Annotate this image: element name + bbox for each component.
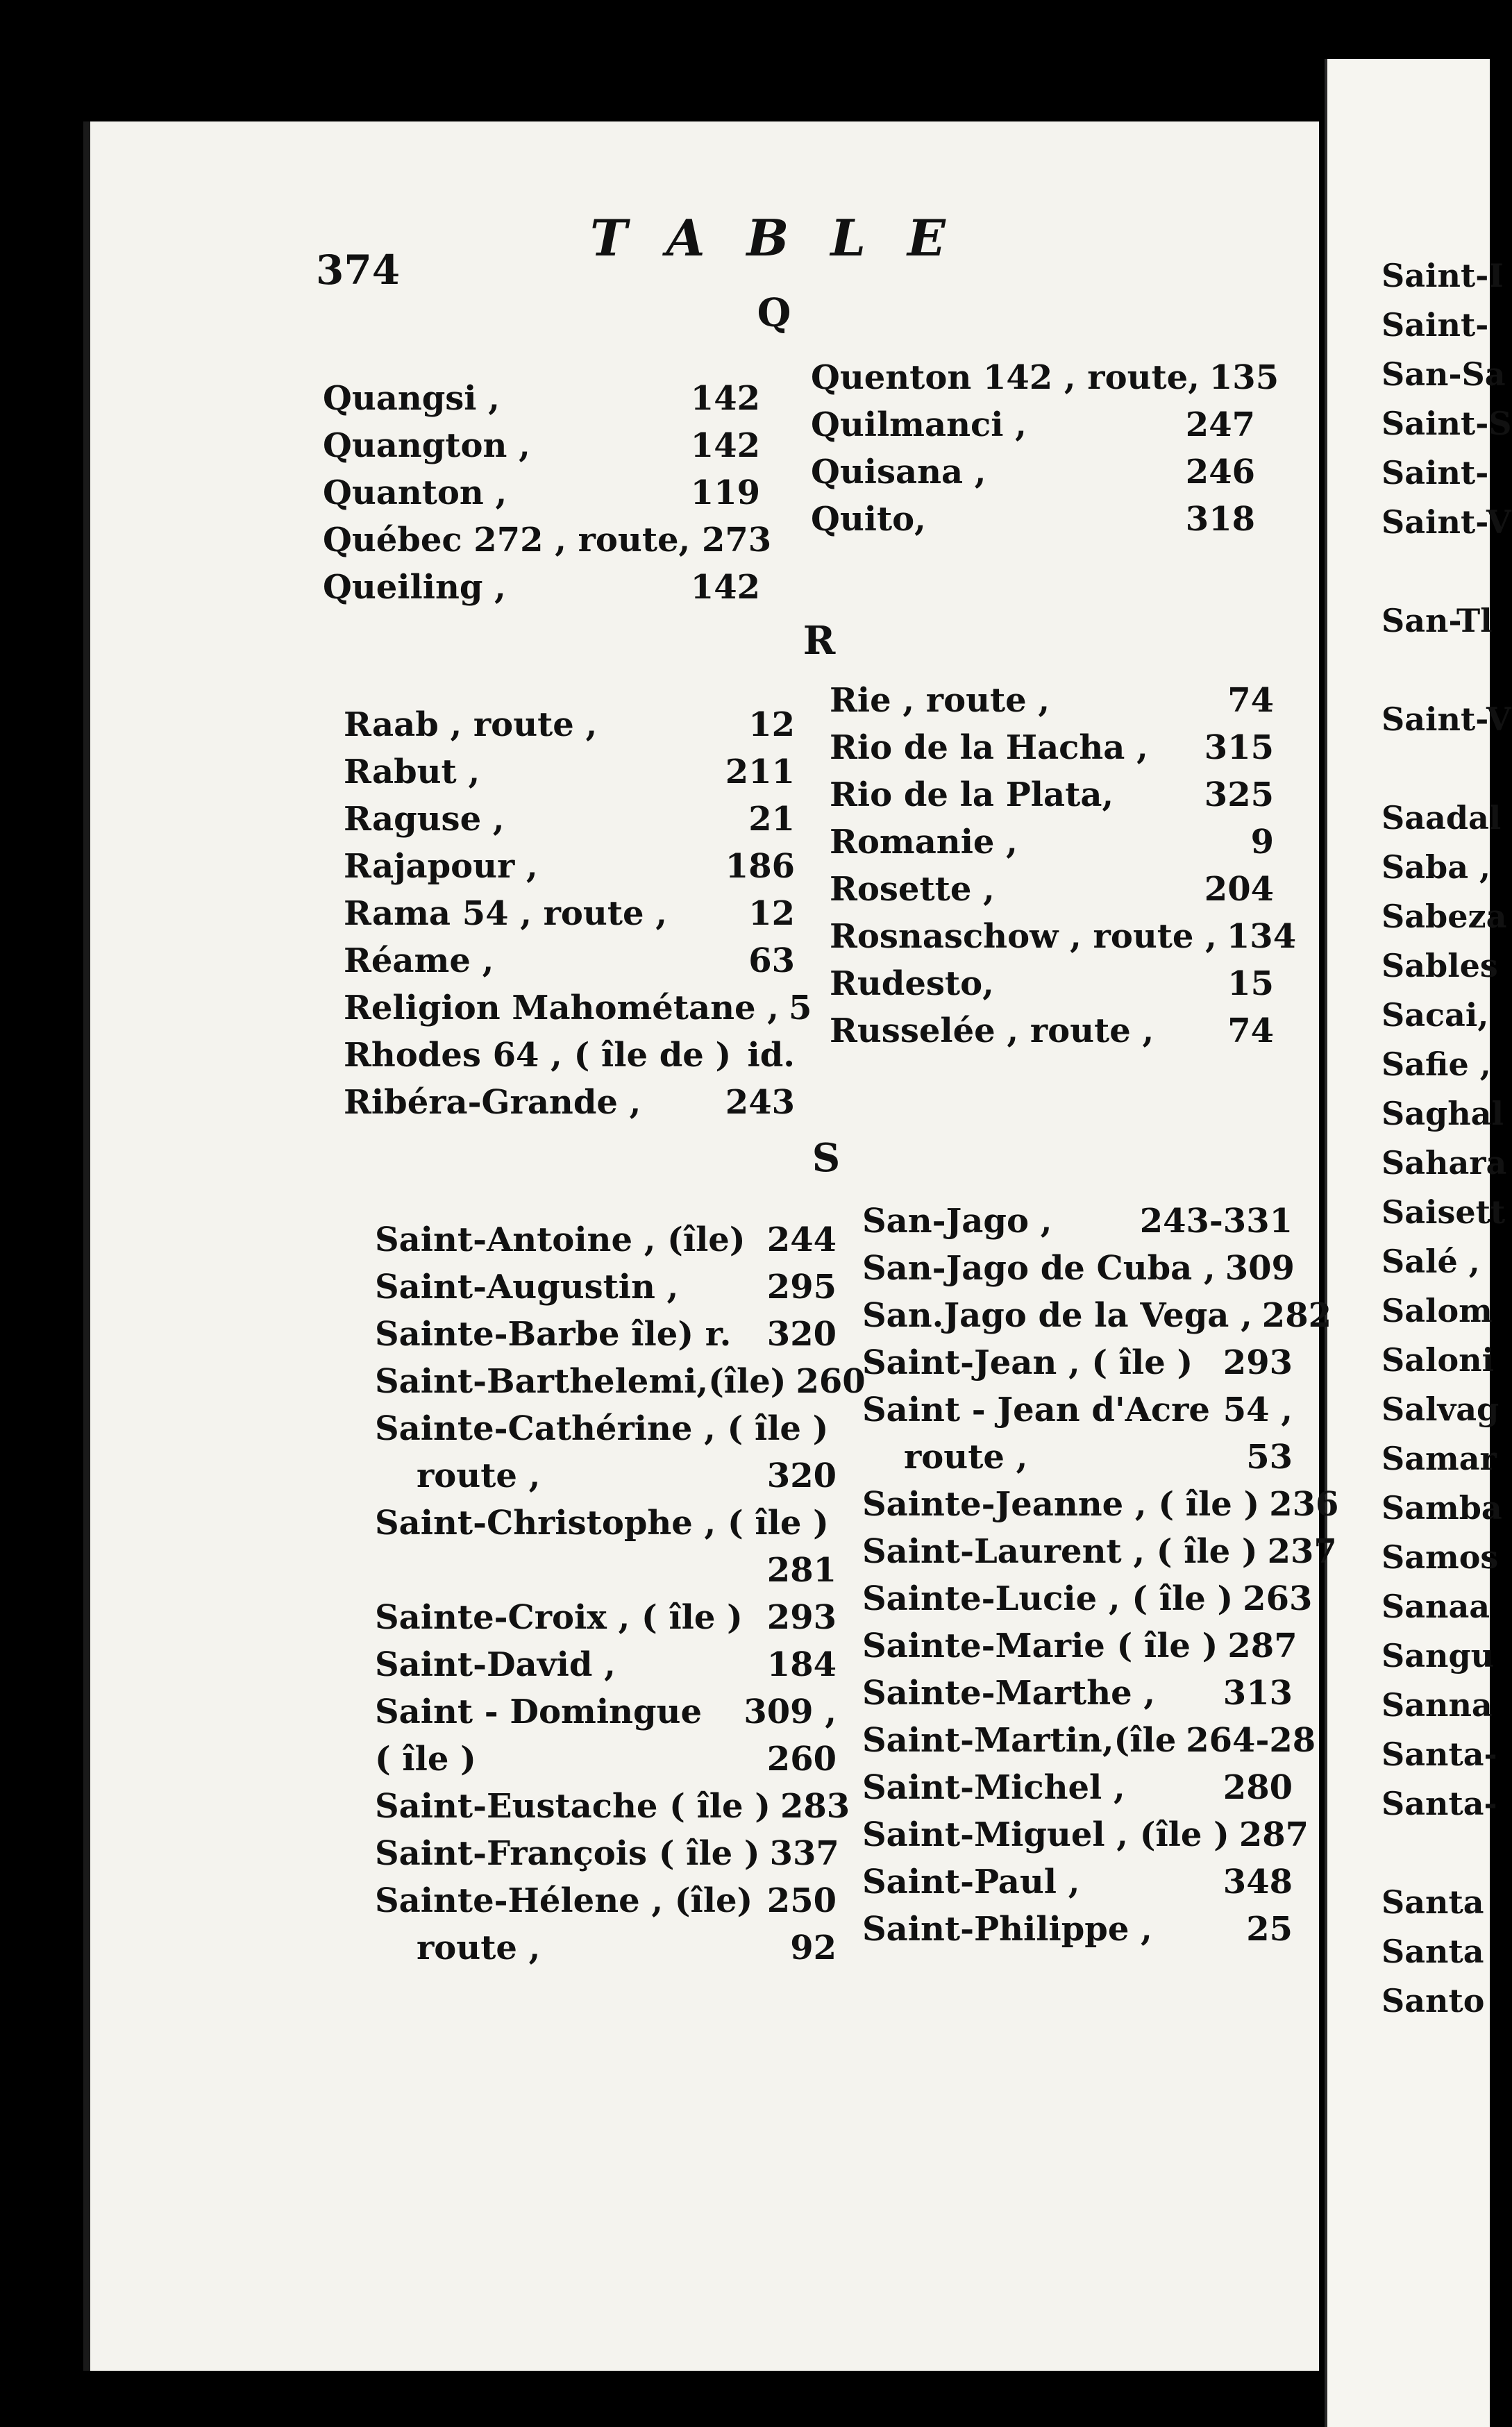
entry-page-ref: 247 [1185,405,1255,444]
index-entry [344,984,812,1032]
section-r-left-column [344,701,812,1126]
entry-name: Rie , route , [830,681,1050,720]
entry-page-ref: 243 [725,1083,795,1122]
adjacent-page-entry: Saint- [1381,306,1489,344]
entry-page-ref: 282 [1261,1296,1332,1335]
section-r-right-column [830,677,1297,1055]
index-entry [830,1007,1274,1055]
index-entry [862,1858,1293,1906]
index-entry [375,1452,837,1500]
adjacent-page-entry: Saba , [1381,848,1491,886]
index-entry [375,1830,837,1877]
entry-page-ref: 313 [1223,1674,1293,1713]
index-entry [344,843,795,890]
entry-page-ref: 287 [1238,1815,1309,1854]
index-entry [862,1622,1297,1670]
entry-name: Saint-Eustache ( île ) [375,1787,771,1826]
adjacent-page-entry: Saint-S [1381,405,1512,442]
entry-page-ref: 5 [788,989,812,1027]
index-entry [862,1575,1313,1622]
entry-name: Saint-Martin,(île [862,1721,1177,1760]
entry-name: Sainte-Marthe , [862,1674,1156,1713]
entry-page-ref: 263 [1243,1579,1313,1618]
entry-name: San.Jago de la Vega , [862,1296,1252,1335]
index-entry [830,960,1274,1007]
entry-page-ref: 74 [1227,1011,1274,1050]
entry-name: Saint - Jean d'Acre [862,1391,1210,1429]
entry-name: Sainte-Hélene , (île) [375,1881,753,1920]
adjacent-page-entry: Saint-I [1381,257,1504,294]
adjacent-page-entry: Santa- [1381,1736,1497,1773]
entry-page-ref [771,517,781,564]
index-entry [862,1434,1293,1481]
entry-page-ref: 260 [796,1362,866,1401]
entry-page-ref: 9 [1250,823,1274,862]
index-entry [375,1358,866,1405]
entry-page-ref: 142 [690,426,760,465]
entry-page-ref: 320 [766,1456,837,1495]
entry-page-ref: 184 [766,1645,837,1684]
entry-page-ref: 142 [690,379,760,418]
entry-page-ref: 283 [780,1787,850,1826]
index-entry [344,796,795,843]
index-entry [862,1481,1339,1528]
index-entry [375,1924,837,1972]
entry-page-ref: id. [747,1036,795,1075]
adjacent-page-entry: Sacai, [1381,996,1489,1034]
entry-page-ref: 63 [748,941,795,980]
entry-page-ref: 244 [766,1220,837,1259]
entry-name: Queiling , [323,568,506,607]
index-entry [375,1736,837,1783]
adjacent-page-entry: Sanaa [1381,1588,1490,1625]
section-letter-r: R [803,618,836,664]
entry-page-ref: 281 [766,1551,837,1590]
entry-name: Quito, [811,500,926,539]
index-entry [344,937,795,984]
entry-page-ref: 135 [1209,358,1279,397]
index-entry [862,1292,1332,1339]
entry-name: Sainte-Cathérine , ( île ) [375,1409,829,1448]
adjacent-page-entries [1381,257,1512,2062]
adjacent-page-entry [1381,750,1487,799]
entry-page-ref: 293 [766,1598,837,1637]
entry-name: Quangsi , [323,379,500,418]
entry-page-ref: 119 [690,473,760,512]
index-entry [862,1906,1293,1953]
index-entry [830,818,1274,866]
entry-page-ref: 309 [1225,1249,1295,1288]
entry-name: Saint-David , [375,1645,616,1684]
section-letter-q: Q [757,290,791,336]
running-head: TABLE [590,208,987,267]
entry-name: Rio de la Plata, [830,775,1114,814]
index-entry [323,422,760,469]
entry-page-ref [829,1500,839,1547]
index-entry [323,564,760,611]
entry-page-ref: 15 [1227,964,1274,1003]
entry-page-ref: 295 [766,1268,837,1307]
index-entry [344,701,795,748]
index-entry [862,1198,1293,1245]
index-entry [830,866,1274,913]
entry-name: Saint-Augustin , [375,1268,679,1307]
index-entry [862,1764,1293,1811]
entry-page-ref: 54 , [1223,1391,1293,1429]
adjacent-page-entry: Sangu [1381,1637,1495,1674]
index-entry [375,1216,837,1263]
index-entry [830,724,1274,771]
entry-name: San-Jago de Cuba , [862,1249,1216,1288]
index-entry [375,1500,837,1547]
entry-name: Saint-Michel , [862,1768,1125,1807]
entry-name: Rajapour , [344,847,538,886]
adjacent-page-entry: Safie , [1381,1045,1491,1083]
index-entry [375,1263,837,1311]
index-entry [862,1339,1293,1386]
entry-name: Sainte-Lucie , ( île ) [862,1579,1234,1618]
entry-name: Sainte-Barbe île) r. [375,1315,732,1354]
adjacent-page-entry: Sabeza [1381,898,1507,935]
entry-page-ref: 134 [1226,917,1297,956]
entry-name: Quanton , [323,473,507,512]
index-entry [811,496,1255,543]
entry-page-ref: 315 [1204,728,1274,767]
entry-page-ref: 211 [725,753,795,791]
entry-name: Réame , [344,941,494,980]
entry-name: Saint-Laurent , ( île ) [862,1532,1258,1571]
adjacent-page-entry: Sables [1381,947,1498,984]
entry-page-ref: 53 [1246,1438,1293,1477]
entry-name: Religion Mahométane , [344,989,779,1027]
entry-page-ref: 25 [1246,1910,1293,1949]
adjacent-page-entry: Santa [1381,1933,1484,1970]
entry-name: Rabut , [344,753,480,791]
entry-name: Romanie , [830,823,1018,862]
entry-name: Sainte-Jeanne , ( île ) [862,1485,1260,1524]
section-s-right-column [862,1198,1339,1953]
entry-page-ref: 12 [748,705,795,744]
entry-page-ref: 92 [790,1929,837,1967]
entry-name: Raguse , [344,800,505,839]
entry-name: Saint-Miguel , (île ) [862,1815,1229,1854]
entry-page-ref: 142 [690,568,760,607]
adjacent-page-entry: Samba [1381,1489,1502,1527]
entry-page-ref: 246 [1185,453,1255,492]
adjacent-page-entry: San-Sa [1381,355,1506,393]
index-entry [344,890,795,937]
index-entry [862,1386,1293,1434]
entry-page-ref: 243-331 [1139,1202,1293,1241]
adjacent-page-entry [1381,553,1487,602]
section-letter-s: S [812,1135,841,1181]
index-entry [830,677,1274,724]
entry-page-ref: 204 [1204,870,1274,909]
index-entry [375,1547,837,1594]
entry-name: Rosnaschow , route , [830,917,1217,956]
section-q-right-column [811,354,1279,543]
index-entry [830,771,1274,818]
entry-name: Quangton , [323,426,530,465]
entry-name: Saint-Jean , ( île ) [862,1343,1193,1382]
adjacent-page-entry: Santa- [1381,1785,1497,1822]
entry-name: Quenton 142 , route, [811,358,1200,397]
index-entry [323,469,760,517]
entry-name: Rosette , [830,870,995,909]
adjacent-page-entry: San-Tl [1381,602,1493,639]
index-entry [862,1717,1316,1764]
adjacent-page-entry: Samos [1381,1538,1499,1576]
entry-page-ref: 348 [1223,1863,1293,1901]
entry-name: Saint-Christophe , ( île ) [375,1504,829,1543]
entry-name: route , [417,1929,541,1967]
entry-name: Sainte-Croix , ( île ) [375,1598,743,1637]
index-entry [830,913,1297,960]
entry-name: Ribéra-Grande , [344,1083,641,1122]
index-entry [344,1032,795,1079]
entry-name: Saint-François ( île ) [375,1834,760,1873]
index-entry [375,1688,837,1736]
index-entry [375,1405,837,1452]
entry-page-ref: 260 [766,1740,837,1779]
entry-name: Rhodes 64 , ( île de ) [344,1036,732,1075]
index-entry [323,375,760,422]
index-entry [862,1245,1293,1292]
entry-page-ref: 264-28 [1186,1721,1316,1760]
entry-page-ref [828,1405,838,1452]
entry-name: Rio de la Hacha , [830,728,1148,767]
adjacent-page-entry: Saghal [1381,1095,1504,1132]
entry-name: Saint-Philippe , [862,1910,1152,1949]
entry-name: ( île ) [375,1740,476,1779]
adjacent-page-entry: Saint-V [1381,503,1511,541]
index-entry [862,1811,1309,1858]
adjacent-page-entry: Santo [1381,1982,1485,2019]
index-entry [862,1670,1293,1717]
entry-name: Rama 54 , route , [344,894,667,933]
adjacent-page-entry: Salvag [1381,1391,1500,1428]
entry-name: Saint-Barthelemi,(île) [375,1362,787,1401]
index-entry [375,1877,837,1924]
adjacent-page-entry: Saint-V [1381,700,1511,738]
section-s-left-column [375,1216,866,1972]
adjacent-page-entry: Saint- [1381,454,1489,492]
entry-page-ref: 74 [1227,681,1274,720]
entry-page-ref: 186 [725,847,795,886]
index-entry [375,1783,850,1830]
entry-page-ref: 237 [1267,1532,1337,1571]
entry-name: route , [417,1456,541,1495]
index-entry [375,1311,837,1358]
entry-name: Saint-Antoine , (île) [375,1220,746,1259]
entry-name: Quilmanci , [811,405,1027,444]
adjacent-page-entry: Samar [1381,1440,1497,1477]
adjacent-page-entry: Santa [1381,1883,1484,1921]
entry-page-ref: 318 [1185,500,1255,539]
entry-name: San-Jago , [862,1202,1052,1241]
entry-page-ref: 250 [766,1881,837,1920]
entry-page-ref: 309 , [744,1693,837,1731]
entry-name: Québec 272 , route, 273 [323,521,772,560]
index-entry [862,1528,1337,1575]
index-entry [811,448,1255,496]
adjacent-page-entry [1381,651,1487,700]
entry-page-ref: 280 [1223,1768,1293,1807]
index-entry [344,1079,795,1126]
entry-name: Rudesto, [830,964,994,1003]
index-entry [323,517,772,564]
entry-page-ref: 21 [748,800,795,839]
adjacent-page-entry: Sanna [1381,1686,1493,1724]
index-entry [375,1594,837,1641]
entry-page-ref: 325 [1204,775,1274,814]
section-q-left-column [323,375,772,611]
entry-name: Quisana , [811,453,986,492]
page-number: 374 [316,246,401,294]
entry-page-ref: 236 [1269,1485,1339,1524]
index-entry [344,748,795,796]
adjacent-page-entry: Sahara [1381,1144,1507,1182]
adjacent-page-entry: Saadal [1381,799,1502,837]
entry-name: Saint-Paul , [862,1863,1080,1901]
entry-page-ref: 12 [748,894,795,933]
index-entry [375,1641,837,1688]
adjacent-page-entry: Salom [1381,1292,1493,1329]
adjacent-page-entry: Saisett [1381,1193,1506,1231]
index-entry [811,354,1279,401]
entry-page-ref: 337 [769,1834,839,1873]
adjacent-page-entry [1381,1834,1487,1883]
entry-page-ref: 287 [1227,1627,1297,1665]
adjacent-page-entry: Saloni [1381,1341,1495,1379]
adjacent-page-entry: Salé , [1381,1243,1480,1280]
entry-name: Sainte-Marie ( île ) [862,1627,1218,1665]
entry-name: Russelée , route , [830,1011,1154,1050]
entry-page-ref: 293 [1223,1343,1293,1382]
entry-page-ref: 320 [766,1315,837,1354]
entry-name: route , [904,1438,1028,1477]
index-entry [811,401,1255,448]
entry-name: Saint - Domingue [375,1693,702,1731]
entry-name: Raab , route , [344,705,598,744]
